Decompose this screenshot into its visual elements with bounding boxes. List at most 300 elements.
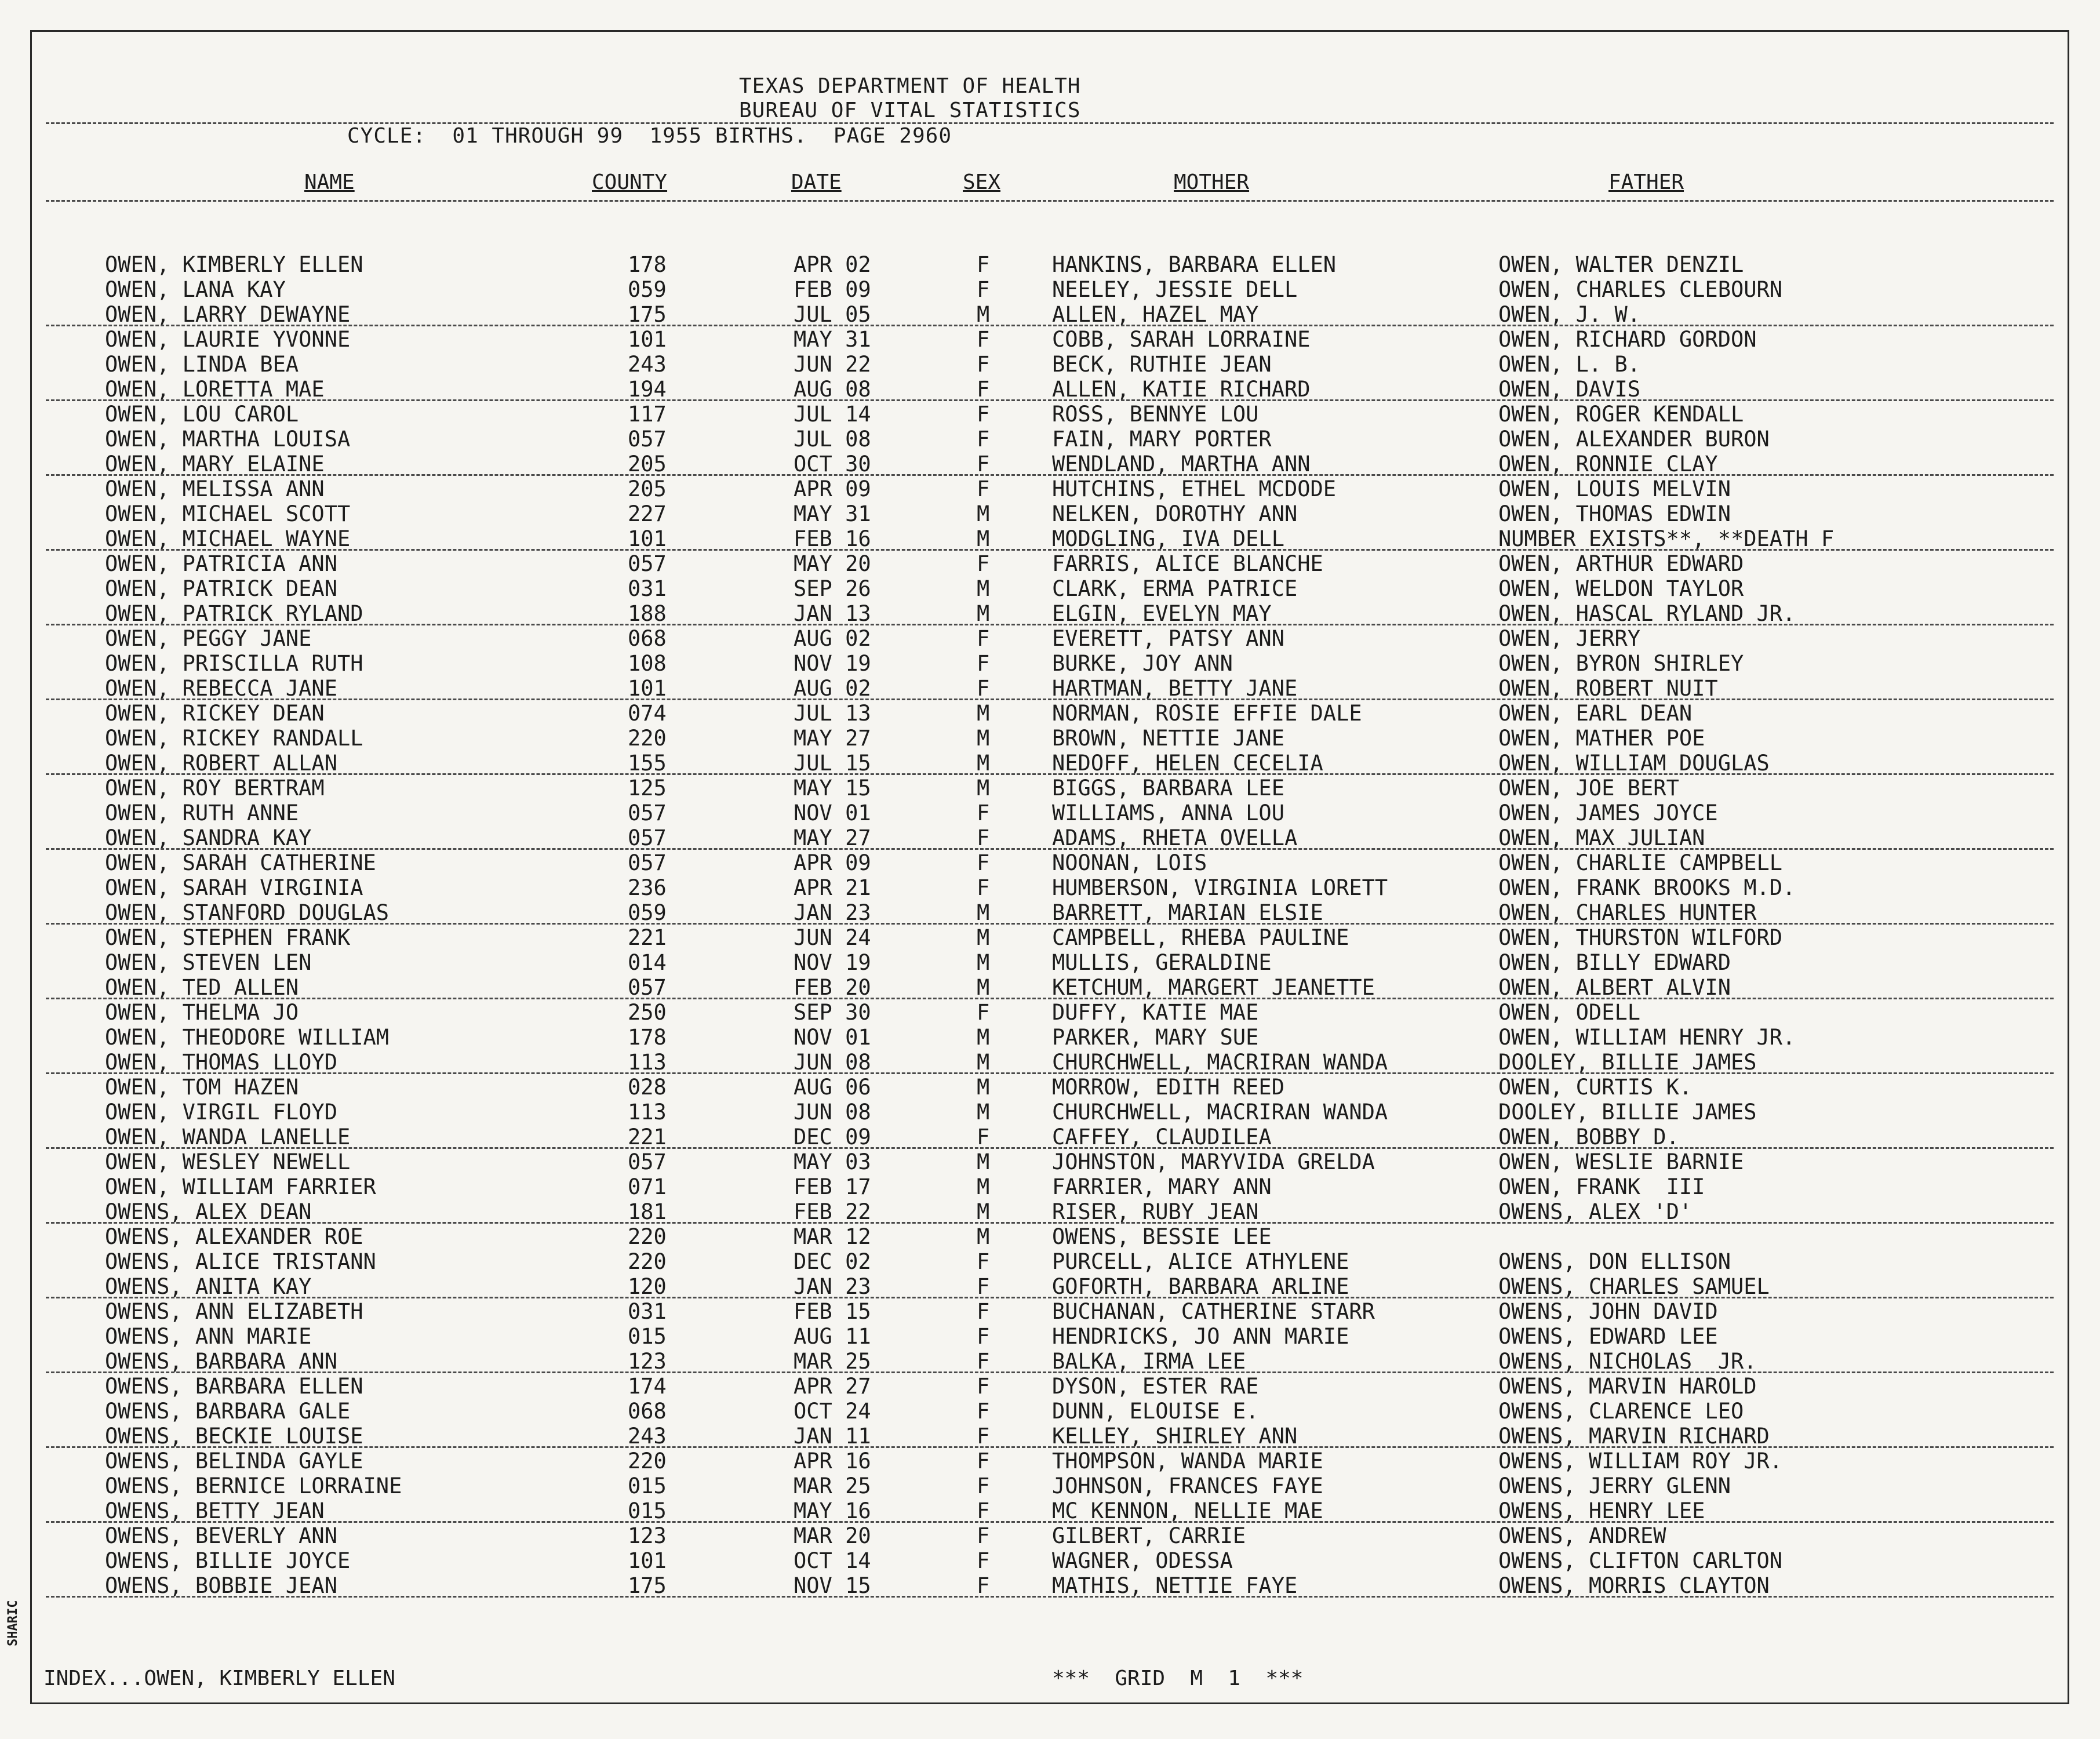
cell-name: OWENS, ALEXANDER ROE bbox=[105, 1224, 363, 1249]
cell-name: OWEN, LARRY DEWAYNE bbox=[105, 302, 351, 327]
table-row bbox=[32, 1474, 2068, 1498]
cell-father: OWEN, LOUIS MELVIN bbox=[1498, 476, 1731, 501]
cell-name: OWEN, KIMBERLY ELLEN bbox=[105, 252, 363, 277]
cell-date: FEB 20 bbox=[794, 975, 871, 1000]
cell-mother: PURCELL, ALICE ATHYLENE bbox=[1052, 1249, 1349, 1274]
cell-date: MAR 20 bbox=[794, 1523, 871, 1548]
cell-date: NOV 19 bbox=[794, 651, 871, 676]
cell-name: OWEN, LAURIE YVONNE bbox=[105, 327, 351, 352]
cell-date: NOV 01 bbox=[794, 1025, 871, 1050]
table-row bbox=[32, 501, 2068, 526]
cell-mother: MC KENNON, NELLIE MAE bbox=[1052, 1498, 1323, 1523]
cell-mother: DYSON, ESTER RAE bbox=[1052, 1374, 1259, 1399]
cell-date: JAN 13 bbox=[794, 601, 871, 626]
table-row bbox=[32, 1249, 2068, 1274]
table-row bbox=[32, 1174, 2068, 1199]
table-row bbox=[32, 1374, 2068, 1399]
table-row bbox=[32, 701, 2068, 726]
cell-sex: M bbox=[977, 900, 990, 925]
cell-sex: F bbox=[977, 875, 990, 900]
row-separator bbox=[46, 773, 2054, 775]
cell-sex: F bbox=[977, 1249, 990, 1274]
cell-date: FEB 15 bbox=[794, 1299, 871, 1324]
cell-name: OWENS, BARBARA ELLEN bbox=[105, 1374, 363, 1399]
cell-county: 057 bbox=[628, 850, 667, 875]
cell-county: 057 bbox=[628, 975, 667, 1000]
cell-date: MAY 20 bbox=[794, 551, 871, 576]
cell-date: JUN 22 bbox=[794, 352, 871, 377]
row-separator bbox=[46, 549, 2054, 551]
table-row bbox=[32, 1000, 2068, 1025]
cell-father: OWEN, CHARLES HUNTER bbox=[1498, 900, 1757, 925]
cell-date: AUG 11 bbox=[794, 1324, 871, 1349]
row-separator bbox=[46, 848, 2054, 850]
footer-grid-label: *** GRID M 1 *** bbox=[1052, 1667, 1304, 1690]
col-header-date: DATE bbox=[791, 170, 842, 194]
cell-name: OWENS, BILLIE JOYCE bbox=[105, 1548, 351, 1573]
table-row bbox=[32, 900, 2068, 925]
cell-name: OWENS, BERNICE LORRAINE bbox=[105, 1474, 402, 1498]
table-row bbox=[32, 402, 2068, 427]
cell-sex: M bbox=[977, 526, 990, 551]
table-row bbox=[32, 626, 2068, 651]
cell-mother: WENDLAND, MARTHA ANN bbox=[1052, 452, 1311, 476]
table-row bbox=[32, 676, 2068, 701]
cell-name: OWEN, VIRGIL FLOYD bbox=[105, 1100, 337, 1125]
cell-county: 014 bbox=[628, 950, 667, 975]
cell-name: OWEN, THOMAS LLOYD bbox=[105, 1050, 337, 1075]
cell-county: 071 bbox=[628, 1174, 667, 1199]
cell-name: OWEN, PATRICK RYLAND bbox=[105, 601, 363, 626]
cell-sex: M bbox=[977, 1100, 990, 1125]
table-row bbox=[32, 1573, 2068, 1598]
cell-father: OWENS, ANDREW bbox=[1498, 1523, 1666, 1548]
cell-date: NOV 15 bbox=[794, 1573, 871, 1598]
cell-date: MAY 31 bbox=[794, 501, 871, 526]
cell-date: JAN 23 bbox=[794, 900, 871, 925]
cell-date: JUL 05 bbox=[794, 302, 871, 327]
cell-mother: GILBERT, CARRIE bbox=[1052, 1523, 1246, 1548]
cell-sex: F bbox=[977, 1274, 990, 1299]
cell-date: DEC 02 bbox=[794, 1249, 871, 1274]
cell-county: 057 bbox=[628, 1149, 667, 1174]
cell-mother: NORMAN, ROSIE EFFIE DALE bbox=[1052, 701, 1362, 726]
cell-sex: M bbox=[977, 302, 990, 327]
cell-name: OWENS, BETTY JEAN bbox=[105, 1498, 325, 1523]
cell-father: OWEN, MAX JULIAN bbox=[1498, 825, 1705, 850]
cell-date: AUG 08 bbox=[794, 377, 871, 402]
cell-county: 068 bbox=[628, 1399, 667, 1424]
cell-county: 068 bbox=[628, 626, 667, 651]
cell-county: 221 bbox=[628, 1125, 667, 1149]
cell-father: OWEN, THURSTON WILFORD bbox=[1498, 925, 1783, 950]
cell-mother: FARRIER, MARY ANN bbox=[1052, 1174, 1272, 1199]
row-separator bbox=[46, 1222, 2054, 1224]
cell-name: OWENS, ANN MARIE bbox=[105, 1324, 312, 1349]
cell-father: OWENS, JOHN DAVID bbox=[1498, 1299, 1718, 1324]
cell-mother: CHURCHWELL, MACRIRAN WANDA bbox=[1052, 1100, 1388, 1125]
cell-father: OWEN, ODELL bbox=[1498, 1000, 1641, 1025]
cell-father: OWENS, CLIFTON CARLTON bbox=[1498, 1548, 1783, 1573]
cell-sex: F bbox=[977, 476, 990, 501]
cell-county: 250 bbox=[628, 1000, 667, 1025]
table-row bbox=[32, 1548, 2068, 1573]
cell-name: OWENS, BELINDA GAYLE bbox=[105, 1449, 363, 1474]
cell-county: 236 bbox=[628, 875, 667, 900]
cell-sex: M bbox=[977, 1149, 990, 1174]
cell-mother: FARRIS, ALICE BLANCHE bbox=[1052, 551, 1323, 576]
cell-mother: CAMPBELL, RHEBA PAULINE bbox=[1052, 925, 1349, 950]
cell-date: MAR 25 bbox=[794, 1474, 871, 1498]
cell-father: OWEN, MATHER POE bbox=[1498, 726, 1705, 751]
cell-date: AUG 06 bbox=[794, 1075, 871, 1100]
cell-mother: BUCHANAN, CATHERINE STARR bbox=[1052, 1299, 1375, 1324]
cell-date: OCT 14 bbox=[794, 1548, 871, 1573]
cell-name: OWENS, ANN ELIZABETH bbox=[105, 1299, 363, 1324]
table-row bbox=[32, 776, 2068, 801]
table-row bbox=[32, 1324, 2068, 1349]
cell-mother: DUFFY, KATIE MAE bbox=[1052, 1000, 1259, 1025]
table-row bbox=[32, 601, 2068, 626]
cell-name: OWENS, ALICE TRISTANN bbox=[105, 1249, 376, 1274]
cell-date: APR 27 bbox=[794, 1374, 871, 1399]
cell-sex: F bbox=[977, 1548, 990, 1573]
column-header-divider bbox=[46, 200, 2054, 202]
cell-sex: F bbox=[977, 801, 990, 825]
cell-sex: M bbox=[977, 1174, 990, 1199]
cell-date: JUN 08 bbox=[794, 1100, 871, 1125]
table-row bbox=[32, 1100, 2068, 1125]
cell-county: 174 bbox=[628, 1374, 667, 1399]
cell-date: MAY 27 bbox=[794, 825, 871, 850]
cell-name: OWEN, PRISCILLA RUTH bbox=[105, 651, 363, 676]
cell-county: 243 bbox=[628, 352, 667, 377]
cell-sex: M bbox=[977, 1025, 990, 1050]
table-row bbox=[32, 1424, 2068, 1449]
cell-father: OWENS, MARVIN RICHARD bbox=[1498, 1424, 1770, 1449]
cell-name: OWENS, BECKIE LOUISE bbox=[105, 1424, 363, 1449]
cell-mother: HARTMAN, BETTY JANE bbox=[1052, 676, 1298, 701]
cell-father: OWENS, NICHOLAS JR. bbox=[1498, 1349, 1757, 1374]
row-separator bbox=[46, 1297, 2054, 1298]
cell-county: 108 bbox=[628, 651, 667, 676]
cell-name: OWEN, PATRICIA ANN bbox=[105, 551, 337, 576]
cell-mother: NOONAN, LOIS bbox=[1052, 850, 1207, 875]
cell-date: DEC 09 bbox=[794, 1125, 871, 1149]
cell-mother: GOFORTH, BARBARA ARLINE bbox=[1052, 1274, 1349, 1299]
cell-county: 175 bbox=[628, 1573, 667, 1598]
cell-county: 178 bbox=[628, 252, 667, 277]
cell-sex: M bbox=[977, 950, 990, 975]
cell-sex: M bbox=[977, 701, 990, 726]
cell-name: OWEN, WESLEY NEWELL bbox=[105, 1149, 351, 1174]
table-row bbox=[32, 726, 2068, 751]
row-separator bbox=[46, 1147, 2054, 1149]
cell-father: OWEN, CURTIS K. bbox=[1498, 1075, 1693, 1100]
table-row bbox=[32, 377, 2068, 402]
table-row bbox=[32, 1025, 2068, 1050]
cell-father: OWENS, CHARLES SAMUEL bbox=[1498, 1274, 1770, 1299]
row-separator bbox=[46, 1072, 2054, 1074]
table-row bbox=[32, 1075, 2068, 1100]
cell-sex: F bbox=[977, 402, 990, 427]
row-separator bbox=[46, 624, 2054, 625]
table-row bbox=[32, 1399, 2068, 1424]
cell-sex: M bbox=[977, 601, 990, 626]
cell-date: MAY 03 bbox=[794, 1149, 871, 1174]
cell-mother: ROSS, BENNYE LOU bbox=[1052, 402, 1259, 427]
cell-name: OWEN, ROY BERTRAM bbox=[105, 776, 325, 801]
cell-date: FEB 17 bbox=[794, 1174, 871, 1199]
cell-father: OWENS, WILLIAM ROY JR. bbox=[1498, 1449, 1783, 1474]
cell-mother: HANKINS, BARBARA ELLEN bbox=[1052, 252, 1337, 277]
cell-name: OWEN, WANDA LANELLE bbox=[105, 1125, 351, 1149]
cell-name: OWEN, RUTH ANNE bbox=[105, 801, 299, 825]
table-row bbox=[32, 302, 2068, 327]
cell-sex: F bbox=[977, 1573, 990, 1598]
table-row bbox=[32, 327, 2068, 352]
table-row bbox=[32, 850, 2068, 875]
cell-father: OWEN, ARTHUR EDWARD bbox=[1498, 551, 1744, 576]
cell-mother: BALKA, IRMA LEE bbox=[1052, 1349, 1246, 1374]
cell-county: 188 bbox=[628, 601, 667, 626]
cell-father: OWEN, THOMAS EDWIN bbox=[1498, 501, 1731, 526]
cell-sex: M bbox=[977, 1075, 990, 1100]
cell-mother: PARKER, MARY SUE bbox=[1052, 1025, 1259, 1050]
cell-sex: F bbox=[977, 676, 990, 701]
cell-date: JUN 24 bbox=[794, 925, 871, 950]
cell-mother: THOMPSON, WANDA MARIE bbox=[1052, 1449, 1323, 1474]
cell-county: 057 bbox=[628, 551, 667, 576]
cell-county: 205 bbox=[628, 452, 667, 476]
table-row bbox=[32, 1349, 2068, 1374]
cell-sex: M bbox=[977, 975, 990, 1000]
cell-sex: F bbox=[977, 377, 990, 402]
cell-county: 113 bbox=[628, 1050, 667, 1075]
cell-county: 243 bbox=[628, 1424, 667, 1449]
cell-county: 015 bbox=[628, 1474, 667, 1498]
table-row bbox=[32, 1449, 2068, 1474]
col-header-mother: MOTHER bbox=[1174, 170, 1250, 194]
cell-father: NUMBER EXISTS**, **DEATH F bbox=[1498, 526, 1835, 551]
cell-father: OWEN, JAMES JOYCE bbox=[1498, 801, 1718, 825]
cell-father: OWEN, WALTER DENZIL bbox=[1498, 252, 1744, 277]
document-frame bbox=[30, 30, 2069, 1704]
cell-name: OWEN, LOU CAROL bbox=[105, 402, 299, 427]
cell-name: OWEN, RICKEY DEAN bbox=[105, 701, 325, 726]
cell-father: OWENS, CLARENCE LEO bbox=[1498, 1399, 1744, 1424]
cell-date: FEB 09 bbox=[794, 277, 871, 302]
cell-sex: F bbox=[977, 277, 990, 302]
cell-sex: M bbox=[977, 751, 990, 776]
cell-mother: EVERETT, PATSY ANN bbox=[1052, 626, 1284, 651]
cell-mother: HUTCHINS, ETHEL MCDODE bbox=[1052, 476, 1337, 501]
cell-date: APR 09 bbox=[794, 476, 871, 501]
row-separator bbox=[46, 1596, 2054, 1598]
cell-date: MAY 16 bbox=[794, 1498, 871, 1523]
cell-county: 181 bbox=[628, 1199, 667, 1224]
cell-mother: MODGLING, IVA DELL bbox=[1052, 526, 1284, 551]
cell-date: NOV 19 bbox=[794, 950, 871, 975]
cell-date: JUL 08 bbox=[794, 427, 871, 452]
cell-sex: F bbox=[977, 1125, 990, 1149]
cell-father: OWEN, WESLIE BARNIE bbox=[1498, 1149, 1744, 1174]
cell-date: MAR 25 bbox=[794, 1349, 871, 1374]
cell-date: APR 09 bbox=[794, 850, 871, 875]
cell-father: OWENS, JERRY GLENN bbox=[1498, 1474, 1731, 1498]
cell-father: OWEN, DAVIS bbox=[1498, 377, 1641, 402]
cell-county: 059 bbox=[628, 900, 667, 925]
cell-name: OWEN, MARTHA LOUISA bbox=[105, 427, 351, 452]
cell-date: SEP 30 bbox=[794, 1000, 871, 1025]
cell-father: OWEN, JOE BERT bbox=[1498, 776, 1679, 801]
cell-name: OWENS, ALEX DEAN bbox=[105, 1199, 312, 1224]
cell-father: OWEN, WILLIAM DOUGLAS bbox=[1498, 751, 1770, 776]
cell-date: APR 16 bbox=[794, 1449, 871, 1474]
cell-county: 178 bbox=[628, 1025, 667, 1050]
cell-mother: KETCHUM, MARGERT JEANETTE bbox=[1052, 975, 1375, 1000]
header-title-2: BUREAU OF VITAL STATISTICS bbox=[739, 99, 1081, 122]
cell-name: OWEN, SARAH CATHERINE bbox=[105, 850, 376, 875]
table-row bbox=[32, 1498, 2068, 1523]
cell-county: 101 bbox=[628, 1548, 667, 1573]
cell-name: OWEN, RICKEY RANDALL bbox=[105, 726, 363, 751]
cell-name: OWEN, LINDA BEA bbox=[105, 352, 299, 377]
cell-name: OWEN, MICHAEL SCOTT bbox=[105, 501, 351, 526]
cell-name: OWEN, LANA KAY bbox=[105, 277, 286, 302]
cell-date: MAY 27 bbox=[794, 726, 871, 751]
cell-name: OWEN, TED ALLEN bbox=[105, 975, 299, 1000]
cell-father: OWEN, CHARLIE CAMPBELL bbox=[1498, 850, 1783, 875]
cell-name: OWEN, LORETTA MAE bbox=[105, 377, 325, 402]
cell-name: OWENS, BARBARA GALE bbox=[105, 1399, 351, 1424]
cell-date: OCT 30 bbox=[794, 452, 871, 476]
cell-sex: M bbox=[977, 1199, 990, 1224]
cell-mother: NELKEN, DOROTHY ANN bbox=[1052, 501, 1298, 526]
cell-county: 015 bbox=[628, 1498, 667, 1523]
cell-county: 057 bbox=[628, 825, 667, 850]
cell-father: OWEN, L. B. bbox=[1498, 352, 1641, 377]
margin-stamp: SHARIC bbox=[6, 1600, 20, 1646]
table-row bbox=[32, 1523, 2068, 1548]
table-row bbox=[32, 476, 2068, 501]
table-row bbox=[32, 825, 2068, 850]
cell-date: MAY 15 bbox=[794, 776, 871, 801]
cell-name: OWEN, WILLIAM FARRIER bbox=[105, 1174, 376, 1199]
cell-name: OWEN, REBECCA JANE bbox=[105, 676, 337, 701]
cell-name: OWEN, MELISSA ANN bbox=[105, 476, 325, 501]
table-row bbox=[32, 950, 2068, 975]
cell-father: OWEN, WILLIAM HENRY JR. bbox=[1498, 1025, 1796, 1050]
cell-sex: M bbox=[977, 576, 990, 601]
row-separator bbox=[46, 1521, 2054, 1523]
cell-sex: F bbox=[977, 327, 990, 352]
cell-mother: WAGNER, ODESSA bbox=[1052, 1548, 1233, 1573]
cell-mother: CLARK, ERMA PATRICE bbox=[1052, 576, 1298, 601]
table-row bbox=[32, 1125, 2068, 1149]
cell-father: OWEN, EARL DEAN bbox=[1498, 701, 1693, 726]
col-header-father: FATHER bbox=[1608, 170, 1684, 194]
table-row bbox=[32, 576, 2068, 601]
cell-sex: F bbox=[977, 1349, 990, 1374]
cell-sex: F bbox=[977, 1324, 990, 1349]
col-header-sex: SEX bbox=[963, 170, 1001, 194]
cell-county: 059 bbox=[628, 277, 667, 302]
footer-index: INDEX...OWEN, KIMBERLY ELLEN bbox=[43, 1667, 395, 1690]
cell-father: DOOLEY, BILLIE JAMES bbox=[1498, 1100, 1757, 1125]
cell-name: OWEN, MARY ELAINE bbox=[105, 452, 325, 476]
table-row bbox=[32, 1299, 2068, 1324]
cell-date: AUG 02 bbox=[794, 626, 871, 651]
cell-mother: FAIN, MARY PORTER bbox=[1052, 427, 1272, 452]
cell-county: 194 bbox=[628, 377, 667, 402]
cell-name: OWEN, STANFORD DOUGLAS bbox=[105, 900, 390, 925]
cell-county: 221 bbox=[628, 925, 667, 950]
row-separator bbox=[46, 998, 2054, 999]
cell-date: SEP 26 bbox=[794, 576, 871, 601]
cell-father: OWEN, BOBBY D. bbox=[1498, 1125, 1679, 1149]
cell-sex: F bbox=[977, 1000, 990, 1025]
cell-sex: F bbox=[977, 651, 990, 676]
cell-sex: F bbox=[977, 1399, 990, 1424]
cell-sex: F bbox=[977, 551, 990, 576]
cell-mother: BARRETT, MARIAN ELSIE bbox=[1052, 900, 1323, 925]
cell-sex: F bbox=[977, 626, 990, 651]
cell-father: OWENS, EDWARD LEE bbox=[1498, 1324, 1718, 1349]
cell-sex: F bbox=[977, 1299, 990, 1324]
cell-date: JUL 15 bbox=[794, 751, 871, 776]
cell-mother: JOHNSON, FRANCES FAYE bbox=[1052, 1474, 1323, 1498]
cell-county: 015 bbox=[628, 1324, 667, 1349]
cell-county: 123 bbox=[628, 1523, 667, 1548]
cell-name: OWEN, THEODORE WILLIAM bbox=[105, 1025, 390, 1050]
table-row bbox=[32, 1199, 2068, 1224]
cell-name: OWEN, ROBERT ALLAN bbox=[105, 751, 337, 776]
cell-county: 220 bbox=[628, 1249, 667, 1274]
cell-sex: F bbox=[977, 1424, 990, 1449]
cell-mother: ADAMS, RHETA OVELLA bbox=[1052, 825, 1298, 850]
cell-sex: F bbox=[977, 1449, 990, 1474]
cell-sex: F bbox=[977, 352, 990, 377]
table-row bbox=[32, 252, 2068, 277]
cell-county: 120 bbox=[628, 1274, 667, 1299]
cell-sex: F bbox=[977, 452, 990, 476]
cell-father: OWEN, RONNIE CLAY bbox=[1498, 452, 1718, 476]
cell-father: OWEN, WELDON TAYLOR bbox=[1498, 576, 1744, 601]
cell-name: OWEN, TOM HAZEN bbox=[105, 1075, 299, 1100]
table-row bbox=[32, 551, 2068, 576]
cell-date: MAY 31 bbox=[794, 327, 871, 352]
cell-county: 028 bbox=[628, 1075, 667, 1100]
cell-mother: BECK, RUTHIE JEAN bbox=[1052, 352, 1272, 377]
cell-county: 113 bbox=[628, 1100, 667, 1125]
cell-date: FEB 22 bbox=[794, 1199, 871, 1224]
cell-county: 117 bbox=[628, 402, 667, 427]
cell-county: 220 bbox=[628, 1224, 667, 1249]
cell-sex: F bbox=[977, 1474, 990, 1498]
cell-mother: JOHNSTON, MARYVIDA GRELDA bbox=[1052, 1149, 1375, 1174]
cell-sex: M bbox=[977, 776, 990, 801]
cell-sex: M bbox=[977, 1224, 990, 1249]
cell-father: OWENS, MARVIN HAROLD bbox=[1498, 1374, 1757, 1399]
cell-sex: F bbox=[977, 1498, 990, 1523]
row-separator bbox=[46, 1446, 2054, 1448]
table-row bbox=[32, 651, 2068, 676]
cell-father: OWEN, ALEXANDER BURON bbox=[1498, 427, 1770, 452]
col-header-county: COUNTY bbox=[592, 170, 668, 194]
cell-county: 175 bbox=[628, 302, 667, 327]
cell-date: JUL 14 bbox=[794, 402, 871, 427]
